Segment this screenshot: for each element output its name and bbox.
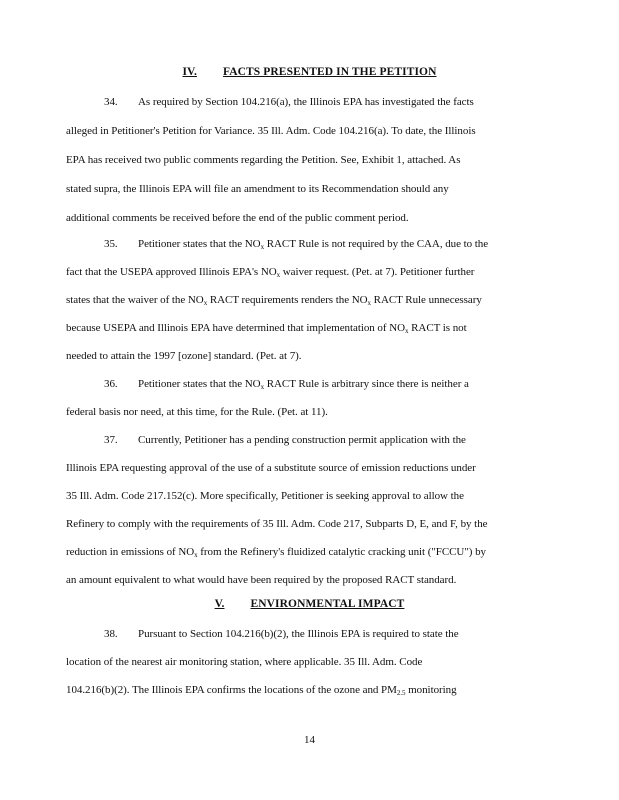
para-37-line-3: 35 Ill. Adm. Code 217.152(c). More specifically, Petitioner is seeking approval to allow the bbox=[66, 490, 464, 502]
para-35-line-3: states that the waiver of the $NO_x$ RACT requirements renders the $NO_x$ RACT Rule unnecessary bbox=[66, 294, 482, 307]
page-number: 14 bbox=[304, 734, 315, 746]
para-37-line-6: an amount equivalent to what would have been required by the proposed RACT standard. bbox=[66, 574, 457, 586]
section-iv-heading: IV. FACTS PRESENTED IN THE PETITION bbox=[182, 66, 437, 78]
para-37-line-1: 37. Currently, Petitioner has a pending construction permit application with the bbox=[104, 434, 466, 446]
para-38-line-2: location of the nearest air monitoring station, where applicable. 35 Ill. Adm. Code bbox=[66, 656, 423, 668]
para-36-line-2: federal basis nor need, at this time, for the Rule. (Pet. at 11). bbox=[66, 406, 328, 418]
para-37-line-4: Refinery to comply with the requirements of 35 Ill. Adm. Code 217, Subparts D, E, and F, by the bbox=[66, 518, 488, 530]
para-34-line-4: stated supra, the Illinois EPA will file an amendment to its Recommendation should any bbox=[66, 183, 449, 195]
para-35-line-4: because USEPA and Illinois EPA have determined that implementation of $NO_x$ RACT is not bbox=[66, 322, 467, 335]
para-35-line-5: needed to attain the 1997 [ozone] standard. (Pet. at 7). bbox=[66, 350, 302, 362]
para-35-line-2: fact that the USEPA approved Illinois EPA's $NO_x$ waiver request. (Pet. at 7). Petitioner further bbox=[66, 266, 475, 279]
para-35-number: 35. bbox=[104, 238, 118, 250]
para-38-number: 38. bbox=[104, 628, 118, 640]
para-34-number: 34. bbox=[104, 96, 118, 108]
para-38-line-1: 38. Pursuant to Section 104.216(b)(2), the Illinois EPA is required to state the bbox=[104, 628, 459, 640]
para-36-line-1: 36. Petitioner states that the $NO_x$ RACT Rule is arbitrary since there is neither a bbox=[104, 378, 469, 391]
para-37-line-5: reduction in emissions of $NO_x$ from the Refinery's fluidized catalytic cracking unit ("FCCU") by bbox=[66, 546, 486, 559]
para-34-line-1: 34. As required by Section 104.216(a), the Illinois EPA has investigated the facts bbox=[104, 96, 474, 108]
para-34-line-3: EPA has received two public comments regarding the Petition. See, Exhibit 1, attached. As bbox=[66, 154, 461, 166]
para-34-line-5: additional comments be received before the end of the public comment period. bbox=[66, 212, 409, 224]
para-38-line-3: 104.216(b)(2). The Illinois EPA confirms the locations of the ozone and $PM_{2.5}$ monitoring bbox=[66, 684, 457, 697]
para-35-line-1: 35. Petitioner states that the $NO_x$ RACT Rule is not required by the CAA, due to the bbox=[104, 238, 489, 251]
para-37-line-2: Illinois EPA requesting approval of the use of a substitute source of emission reductions under bbox=[66, 462, 476, 474]
para-34-line-2: alleged in Petitioner's Petition for Variance. 35 Ill. Adm. Code 104.216(a). To date, the Illinois bbox=[66, 125, 476, 137]
para-36-number: 36. bbox=[104, 378, 118, 390]
para-37-number: 37. bbox=[104, 434, 118, 446]
section-v-heading: V. ENVIRONMENTAL IMPACT bbox=[214, 598, 405, 610]
